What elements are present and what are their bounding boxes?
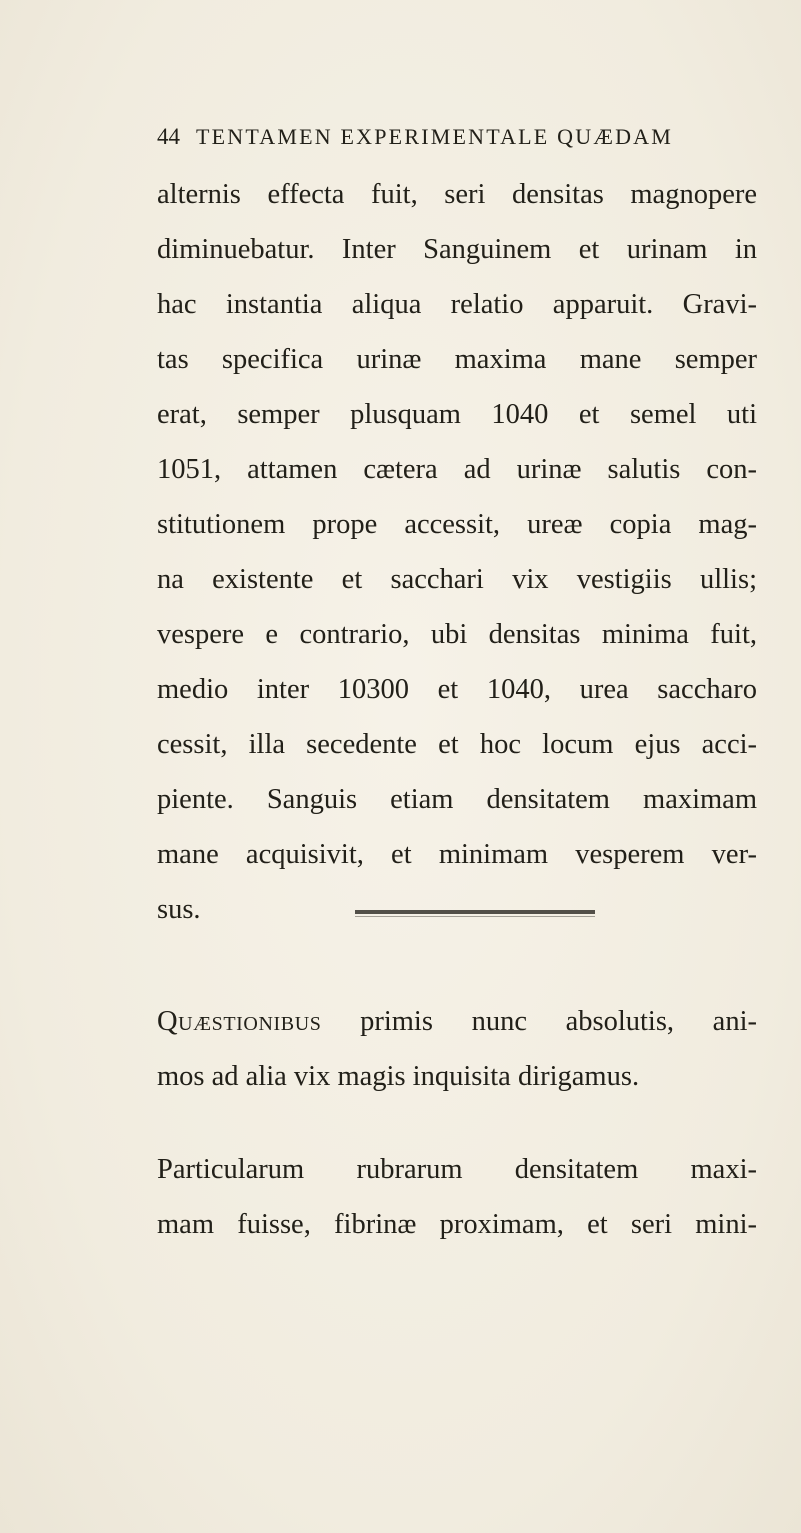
section-divider-rule — [355, 910, 595, 914]
smallcaps-lead: Quæstionibus — [157, 1006, 322, 1037]
paragraph-1 — [157, 167, 757, 937]
paragraph-3 — [157, 1142, 757, 1252]
line-rest: primis nunc absolutis, ani- — [321, 1006, 757, 1037]
running-head-title: TENTAMEN EXPERIMENTALE QUÆDAM — [196, 124, 674, 149]
text-line: stitutionem prope accessit, ureæ copia mag- — [157, 509, 757, 540]
text-line: tas specifica urinæ maxima mane semper — [157, 344, 757, 375]
text-line: medio inter 10300 et 1040, urea saccharo — [157, 674, 757, 705]
text-line: mane acquisivit, et minimam vesperem ver- — [157, 839, 757, 870]
text-line — [157, 994, 757, 1049]
text-line: erat, semper plusquam 1040 et semel uti — [157, 399, 757, 430]
running-head — [157, 124, 757, 160]
text-line: 1051, attamen cætera ad urinæ salutis con- — [157, 454, 757, 485]
text-line: diminuebatur. Inter Sanguinem et urinam in — [157, 234, 757, 265]
text-line: na existente et sacchari vix vestigiis ullis; — [157, 564, 757, 595]
page-number: 44 — [157, 124, 180, 149]
text-line: sus. — [157, 894, 201, 925]
paragraph-2 — [157, 994, 757, 1104]
text-line: cessit, illa secedente et hoc locum ejus acci- — [157, 729, 757, 760]
text-line: hac instantia aliqua relatio apparuit. Gravi- — [157, 289, 757, 320]
text-line: Particularum rubrarum densitatem maxi- — [157, 1154, 757, 1185]
text-line: mam fuisse, fibrinæ proximam, et seri mini- — [157, 1209, 757, 1240]
text-line: alternis effecta fuit, seri densitas magnopere — [157, 179, 757, 210]
text-line: mos ad alia vix magis inquisita dirigamus. — [157, 1061, 640, 1092]
text-line: vespere e contrario, ubi densitas minima fuit, — [157, 619, 757, 650]
text-line: piente. Sanguis etiam densitatem maximam — [157, 784, 757, 815]
